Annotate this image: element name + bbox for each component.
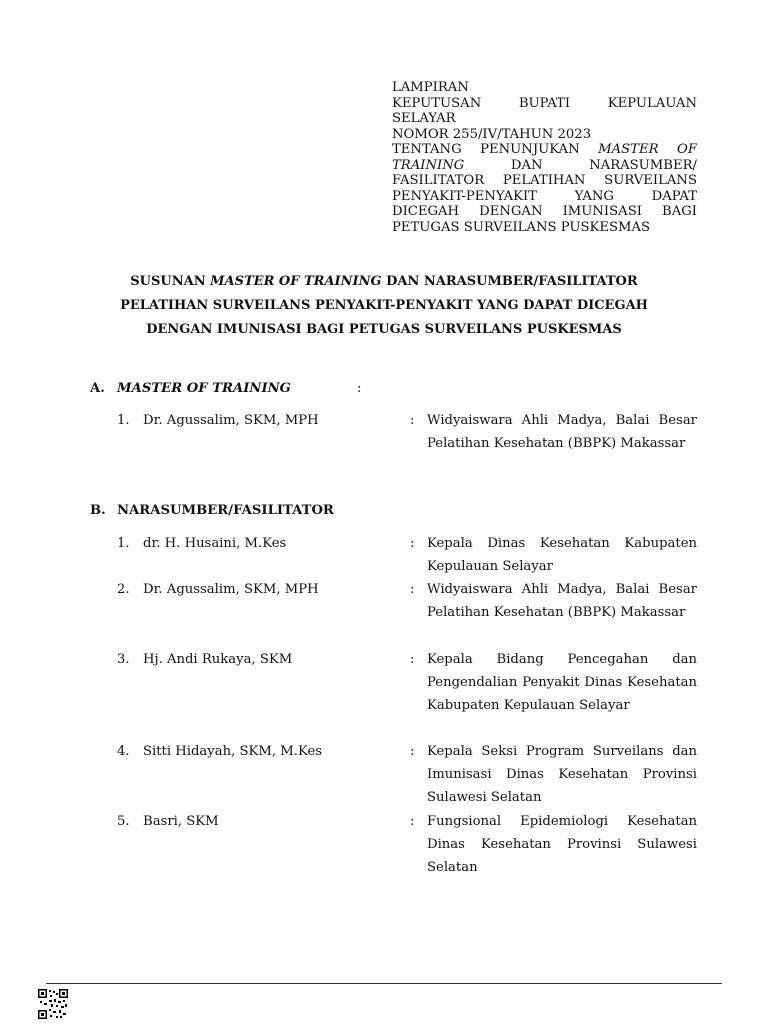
lampiran-line: SELAYAR — [392, 111, 456, 126]
lampiran-line: NOMOR 255/IV/TAHUN 2023 — [392, 126, 592, 142]
entry-colon: : — [410, 652, 415, 667]
title-italic: MASTER OF TRAINING — [210, 274, 382, 289]
entry-description: Kepala Dinas Kesehatan Kabupaten Kepulauan Selayar — [427, 536, 697, 574]
entry-number: 5. — [117, 814, 130, 829]
title-line-1 — [40, 270, 728, 294]
entry-colon: : — [410, 413, 415, 428]
title-line-2: PELATIHAN SURVEILANS PENYAKIT-PENYAKIT YANG DAPAT DICEGAH — [120, 298, 648, 313]
list-item — [117, 648, 697, 740]
entry-colon: : — [410, 536, 415, 551]
list-item — [117, 740, 697, 809]
entry-number: 1. — [117, 536, 130, 551]
entry-name: Sitti Hidayah, SKM, M.Kes — [143, 744, 323, 759]
section-a-letter: A. — [90, 381, 105, 396]
lampiran-line: LAMPIRAN — [392, 80, 469, 95]
entry-description: Kepala Bidang Pencegahan dan Pengendalian Penyakit Dinas Kesehatan Kabupaten Kepulauan Selayar — [427, 652, 697, 713]
footer-divider — [46, 983, 722, 984]
entry-number: 3. — [117, 652, 130, 667]
entry-name: Basri, SKM — [143, 814, 219, 829]
list-item — [117, 578, 697, 647]
section-a-title: MASTER OF TRAINING — [117, 381, 291, 396]
entry-number: 1. — [117, 413, 130, 428]
list-item — [117, 810, 697, 879]
section-b-heading — [90, 503, 334, 518]
tentang-training-italic: TRAINING — [392, 157, 465, 173]
list-item — [117, 409, 697, 479]
qr-code-icon — [38, 989, 68, 1019]
entry-number: 2. — [117, 582, 130, 597]
entry-description: Widyaiswara Ahli Madya, Balai Besar Pelatihan Kesehatan (BBPK) Makassar — [427, 413, 697, 451]
entry-description: Fungsional Epidemiologi Kesehatan Dinas Kesehatan Provinsi Sulawesi Selatan — [427, 814, 697, 875]
section-b-title: NARASUMBER/FASILITATOR — [117, 503, 334, 518]
lampiran-tentang — [392, 142, 697, 235]
entry-name: Dr. Agussalim, SKM, MPH — [143, 413, 319, 428]
section-a-colon: : — [357, 381, 362, 396]
list-item — [117, 532, 697, 578]
section-b-letter: B. — [90, 503, 106, 518]
entry-name: dr. H. Husaini, M.Kes — [143, 536, 287, 551]
entry-colon: : — [410, 582, 415, 597]
entry-colon: : — [410, 814, 415, 829]
entry-name: Dr. Agussalim, SKM, MPH — [143, 582, 319, 597]
entry-description: Kepala Seksi Program Surveilans dan Imunisasi Dinas Kesehatan Provinsi Sulawesi Selatan — [427, 744, 697, 805]
title-suffix: DAN NARASUMBER/FASILITATOR — [381, 274, 638, 289]
tentang-rest: DAN NARASUMBER/ FASILITATOR PELATIHAN SURVEILANS PENYAKIT-PENYAKIT YANG DAPAT DICEGAH DENGAN IMUNISASI BAGI PETUGAS SURVEILANS PUSKESMAS — [392, 157, 697, 235]
entry-description: Widyaiswara Ahli Madya, Balai Besar Pelatihan Kesehatan (BBPK) Makassar — [427, 582, 697, 620]
title-line-3: DENGAN IMUNISASI BAGI PETUGAS SURVEILANS PUSKESMAS — [146, 322, 622, 337]
entry-name: Hj. Andi Rukaya, SKM — [143, 652, 293, 667]
entry-number: 4. — [117, 744, 130, 759]
lampiran-line: KEPUTUSAN BUPATI KEPULAUAN — [392, 95, 697, 111]
tentang-prefix: TENTANG PENUNJUKAN — [392, 142, 599, 157]
title-prefix: SUSUNAN — [130, 274, 211, 289]
section-a-heading — [90, 381, 291, 396]
document-title — [40, 270, 728, 342]
entry-colon: : — [410, 744, 415, 759]
lampiran-block — [392, 80, 697, 235]
tentang-italic: MASTER OF — [598, 142, 697, 157]
